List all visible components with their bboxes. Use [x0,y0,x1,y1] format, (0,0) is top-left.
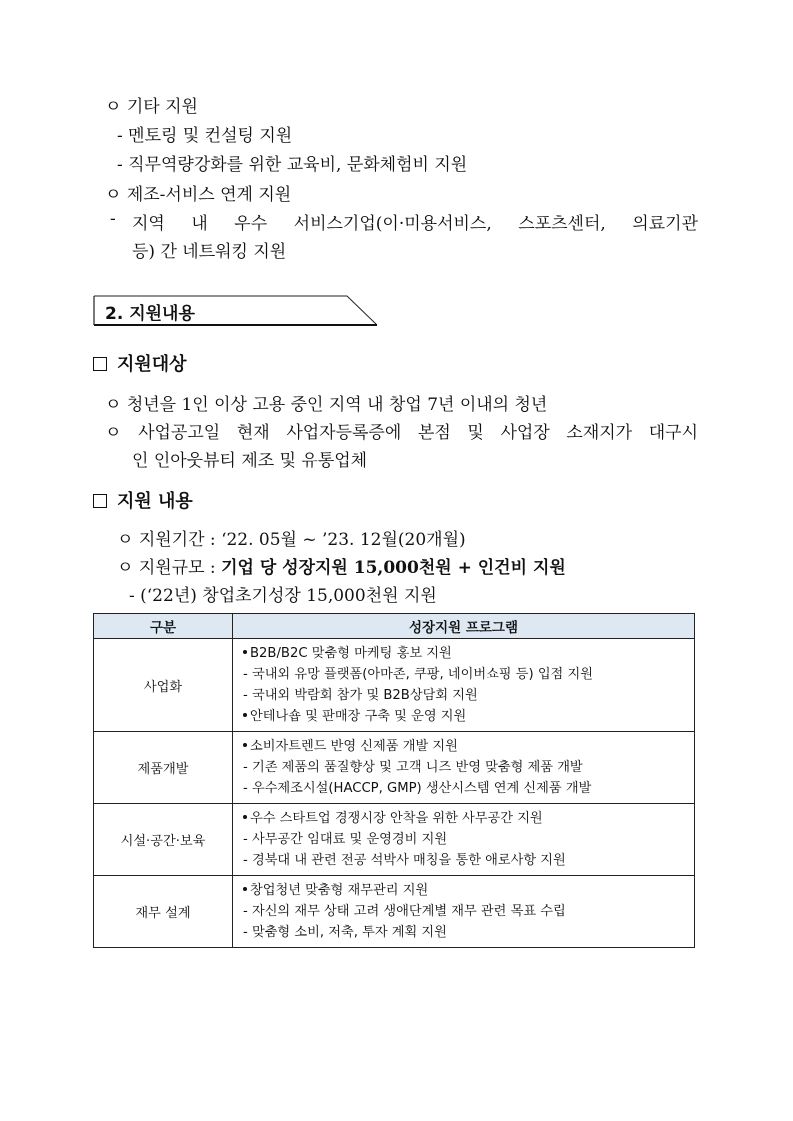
bullet-dot-icon [243,713,247,717]
square-bullet-icon [93,357,107,371]
program-item-text: B2B/B2C 맞춤형 마케팅 홍보 지원 [250,646,452,661]
bullet-dot-icon [243,650,247,654]
program-item [243,880,690,901]
row-category: 재무 설계 [94,876,233,948]
program-item [243,808,690,829]
target-item-2-line2: 인 인아웃뷰티 제조 및 유통업체 [132,451,368,471]
program-subitem [243,850,690,871]
program-subitem [243,757,690,778]
program-subitem [243,901,690,922]
program-item-text: 소비자트렌드 반영 신제품 개발 지원 [250,739,458,754]
target-item-1: ㅇ 청년을 1인 이상 고용 중인 지역 내 창업 7년 이내의 청년 [105,395,548,415]
row-category: 시설·공간·보육 [94,804,233,876]
program-subitem [243,922,690,943]
table-row [94,804,695,876]
table-row [94,876,695,948]
period-label: ㅇ 지원기간 : [117,530,222,550]
square-bullet-icon [93,494,107,508]
program-item-text: - 맞춤형 소비, 저축, 투자 계획 지원 [243,925,447,940]
row-category: 사업화 [94,639,233,732]
table-row [94,732,695,804]
section-title: 2. 지원내용 [105,304,195,324]
program-subitem [243,664,690,685]
target-item-2-line1: ㅇ 사업공고일 현재 사업자등록증에 본점 및 사업장 소재지가 대구시 [105,423,698,443]
table-row [94,639,695,732]
section-header [93,295,378,326]
target-heading [93,350,187,376]
program-item-text: - 자신의 재무 상태 고려 생애단계별 재무 관련 목표 수립 [243,904,566,919]
program-item [243,736,690,757]
program-subitem [243,685,690,706]
program-item-text: - 기존 제품의 품질향상 및 고객 니즈 반영 맞춤형 제품 개발 [243,760,583,775]
period-line [117,525,466,550]
program-item-text: 창업청년 맞춤형 재무관리 지원 [250,883,429,898]
program-item-text: - 사무공간 임대료 및 운영경비 지원 [243,832,448,847]
program-item-text: - 경북대 내 관련 전공 석박사 매칭을 통한 애로사항 지원 [243,853,566,868]
bullet-dot-icon [243,815,247,819]
list-item-manufacturing-service: ㅇ 제조-서비스 연계 지원 [105,185,292,205]
program-item-text: 안테나숍 및 판매장 구축 및 운영 지원 [250,709,467,724]
scale-value: 기업 당 성장지원 15,000천원 + 인건비 지원 [221,558,566,578]
bullet-dot-icon [243,743,247,747]
program-item [243,706,690,727]
program-subitem [243,829,690,850]
program-subitem [243,778,690,799]
table-body [94,639,695,948]
row-program-cell [233,876,695,948]
row-program-cell [233,732,695,804]
program-item [243,643,690,664]
list-subitem-mentoring: - 멘토링 및 컨설팅 지원 [117,126,293,146]
header-program: 성장지원 프로그램 [233,614,695,639]
program-item-text: - 국내외 박람회 참가 및 B2B상담회 지원 [243,688,478,703]
program-item-text: - 국내외 유망 플랫폼(아마존, 쿠팡, 네이버쇼핑 등) 입점 지원 [243,667,593,682]
list-subitem-networking-line1: 지역 내 우수 서비스기업(이·미용서비스, 스포츠센터, 의료기관 [132,214,698,234]
row-category: 제품개발 [94,732,233,804]
scale-sub-item: - (‘22년) 창업초기성장 15,000천원 지원 [129,586,437,606]
row-program-cell [233,639,695,732]
program-table [93,613,695,948]
header-category: 구분 [94,614,233,639]
table-header-row [94,614,695,639]
target-heading-text: 지원대상 [117,354,187,375]
list-item-other-support: ㅇ 기타 지원 [105,97,198,117]
list-subitem-education: - 직무역량강화를 위한 교육비, 문화체험비 지원 [117,155,468,175]
scale-label: ㅇ 지원규모 : [117,558,222,578]
row-program-cell [233,804,695,876]
bullet-dot-icon [243,887,247,891]
content-heading [93,487,193,513]
period-value: ‘22. 05월 ~ ’23. 12월(20개월) [221,530,466,550]
scale-line [117,553,566,578]
program-item-text: 우수 스타트업 경쟁시장 안착을 위한 사무공간 지원 [250,811,543,826]
content-heading-text: 지원 내용 [117,491,193,512]
list-subitem-networking-line2: 등) 간 네트워킹 지원 [132,242,287,262]
program-item-text: - 우수제조시설(HACCP, GMP) 생산시스템 연계 신제품 개발 [243,781,592,796]
list-subitem-dash: - [110,209,116,229]
